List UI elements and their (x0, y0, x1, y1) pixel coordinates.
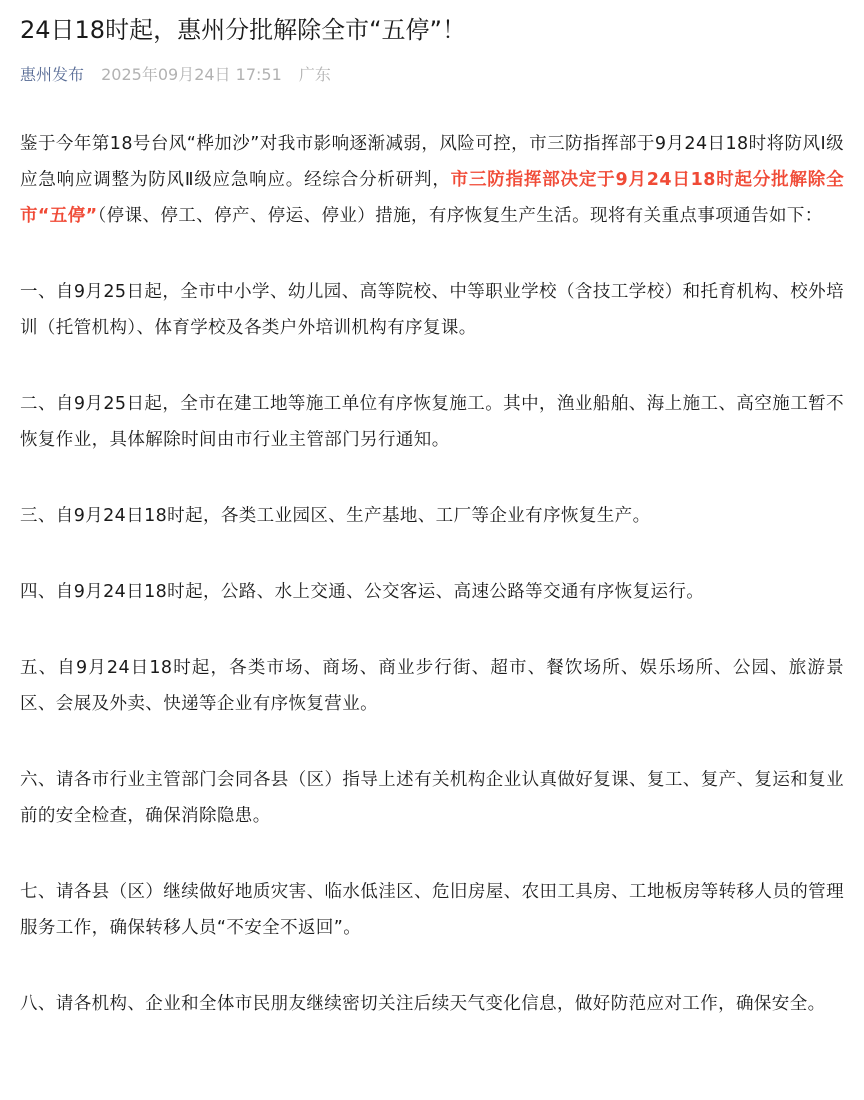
intro-paragraph (20, 126, 844, 234)
article-title: 24日18时起，惠州分批解除全市“五停”！ (20, 16, 466, 44)
article-meta (20, 64, 844, 86)
notice-item-7: 七、请各县（区）继续做好地质灾害、临水低洼区、危旧房屋、农田工具房、工地板房等转移人员的管理服务工作，确保转移人员“不安全不返回”。 (20, 882, 844, 938)
intro-text-part1: 鉴于今年第18号台风“桦加沙”对我市影响逐渐减弱，风险可控，市三防指挥部于9月24日18时将防风Ⅰ级应急响应调整为防风Ⅱ级应急响应。经综合分析研判， (20, 134, 844, 190)
intro-highlight: 市三防指挥部决定于9月24日18时起分批解除全市“五停” (20, 170, 844, 226)
notice-item-1: 一、自9月25日起，全市中小学、幼儿园、高等院校、中等职业学校（含技工学校）和托育机构、校外培训（托管机构）、体育学校及各类户外培训机构有序复课。 (20, 282, 844, 338)
notice-item-5: 五、自9月24日18时起，各类市场、商场、商业步行街、超市、餐饮场所、娱乐场所、公园、旅游景区、会展及外卖、快递等企业有序恢复营业。 (20, 658, 844, 714)
notice-item-8: 八、请各机构、企业和全体市民朋友继续密切关注后续天气变化信息，做好防范应对工作，确保安全。 (20, 994, 826, 1014)
notice-item-3: 三、自9月24日18时起，各类工业园区、生产基地、工厂等企业有序恢复生产。 (20, 506, 651, 526)
notice-item-4: 四、自9月24日18时起，公路、水上交通、公交客运、高速公路等交通有序恢复运行。 (20, 582, 705, 602)
publish-location: 广东 (298, 65, 331, 84)
intro-text-part2: （停课、停工、停产、停运、停业）措施，有序恢复生产生活。现将有关重点事项通告如下： (97, 206, 823, 226)
article-body (20, 126, 844, 1022)
notice-item-2: 二、自9月25日起，全市在建工地等施工单位有序恢复施工。其中，渔业船舶、海上施工、高空施工暂不恢复作业，具体解除时间由市行业主管部门另行通知。 (20, 394, 844, 450)
notice-item-6: 六、请各市行业主管部门会同各县（区）指导上述有关机构企业认真做好复课、复工、复产、复运和复业前的安全检查，确保消除隐患。 (20, 770, 844, 826)
publish-date: 2025年09月24日 17:51 (101, 65, 282, 84)
source-account-link[interactable]: 惠州发布 (20, 65, 85, 84)
